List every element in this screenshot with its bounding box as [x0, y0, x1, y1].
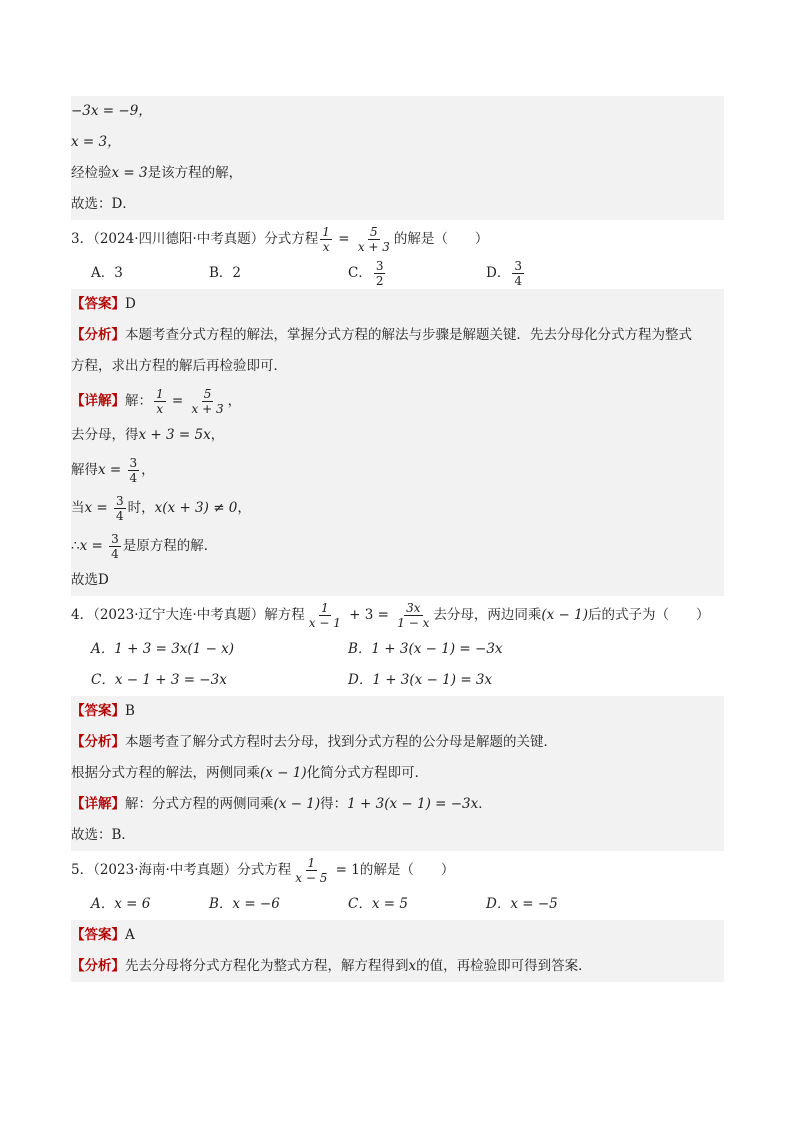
analysis-line: 方程，求出方程的解后再检验即可． [71, 358, 287, 374]
analysis-line: 根据分式方程的解法，两侧同乘(x − 1)化简分式方程即可． [71, 765, 429, 781]
solution-line: 故选：D． [71, 196, 136, 212]
option-a: A．3 [91, 265, 123, 281]
fraction: $\frac{5}{x + 3}$ [357, 225, 390, 254]
question-4-stem: 4．（2023·辽宁大连·中考真题）解方程 $\frac{1}{x - 1}$ + 3 = $\frac{3x}{1 - x}$ 去分母，两边同乘(x − 1)后的式子为（ ） [71, 601, 710, 630]
detail-line: 【详解】解：分式方程的两侧同乘(x − 1)得：1 + 3(x − 1) = −3x． [71, 796, 492, 812]
option-c: C．x − 1 + 3 = −3x [91, 672, 227, 688]
solution-line: 经检验x = 3是该方程的解， [71, 165, 243, 181]
answer-line: 【答案】B [71, 703, 135, 719]
detail-line: 当x = $\frac{3}{4}$ 时，x(x + 3) ≠ 0， [71, 494, 251, 523]
question-3-solution [71, 289, 724, 596]
option-b: B．2 [209, 265, 242, 281]
option-c: C．x = 5 [348, 896, 408, 912]
detail-line: ∴x = $\frac{3}{4}$ 是原方程的解． [71, 532, 218, 561]
option-a: A．1 + 3 = 3x(1 − x) [91, 641, 235, 657]
solution-line: x = 3， [71, 134, 121, 150]
answer-line: 【答案】D [71, 296, 136, 312]
question-4-options-row1 [71, 634, 724, 665]
option-d: D．x = −5 [486, 896, 558, 912]
previous-solution-block [71, 96, 724, 220]
detail-line: 去分母，得x + 3 = 5x， [71, 427, 225, 443]
analysis-line: 【分析】本题考查了解分式方程时去分母，找到分式方程的公分母是解题的关键． [71, 734, 557, 750]
question-5-options [71, 889, 724, 920]
question-3-stem: 3．（2024·四川德阳·中考真题）分式方程 $\frac{1}{x}$ = $\frac{5}{x + 3}$ 的解是（ ） [71, 225, 489, 254]
question-5-solution [71, 920, 724, 982]
option-a: A．x = 6 [91, 896, 151, 912]
option-b: B．x = −6 [209, 896, 280, 912]
question-5-stem: 5．（2023·海南·中考真题）分式方程 $\frac{1}{x - 5}$ = 1的解是（ ） [71, 856, 455, 885]
question-4-options-row2 [71, 665, 724, 696]
analysis-line: 【分析】先去分母将分式方程化为整式方程，解方程得到x的值，再检验即可得到答案． [71, 958, 592, 974]
option-b: B．1 + 3(x − 1) = −3x [348, 641, 503, 657]
option-c: C． $\frac{3}{2}$ [348, 259, 384, 288]
detail-line: 【详解】解： $\frac{1}{x}$ = $\frac{5}{x + 3}$ ， [71, 387, 242, 416]
question-4-solution [71, 696, 724, 851]
detail-line: 故选D [71, 572, 109, 588]
option-d: D． $\frac{3}{4}$ [486, 259, 522, 288]
solution-line: −3x = −9， [71, 103, 152, 119]
detail-line: 解得x = $\frac{3}{4}$ ， [71, 456, 155, 485]
question-3-options [71, 258, 724, 289]
analysis-line: 【分析】本题考查分式方程的解法，掌握分式方程的解法与步骤是解题关键．先去分母化分式方程为整式 [71, 327, 692, 343]
option-d: D．1 + 3(x − 1) = 3x [348, 672, 493, 688]
fraction: $\frac{1}{x}$ [322, 225, 330, 254]
answer-line: 【答案】A [71, 927, 135, 943]
document-page [71, 96, 724, 982]
detail-line: 故选：B． [71, 827, 135, 843]
